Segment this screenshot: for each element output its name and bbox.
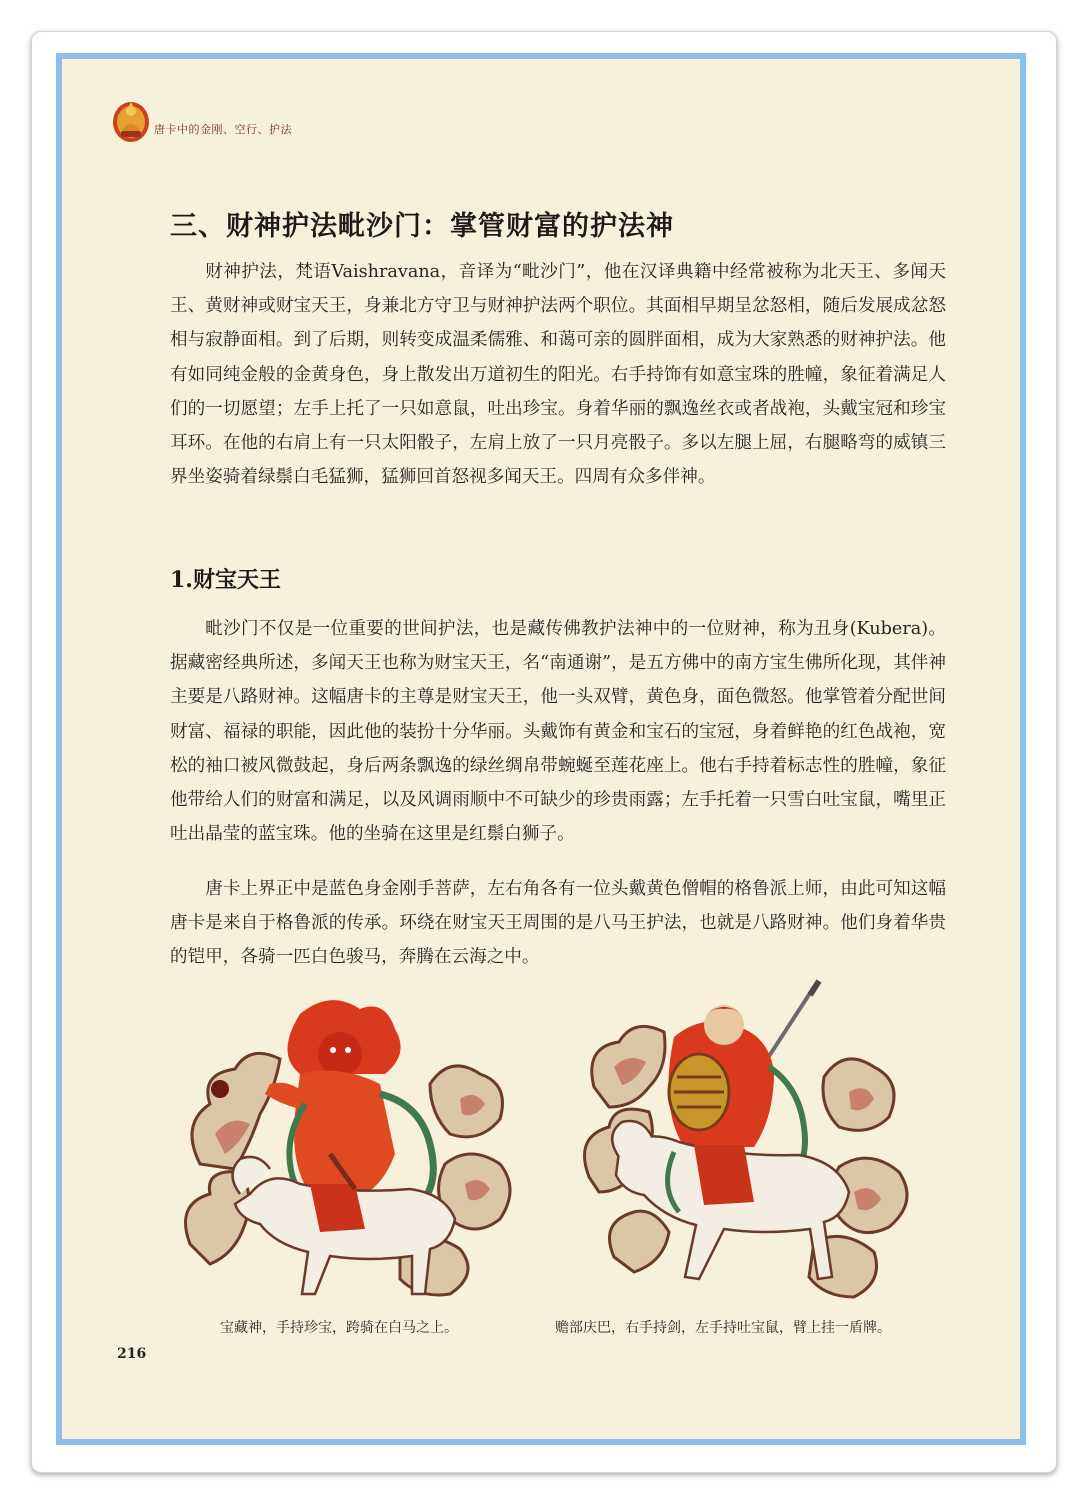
buddha-emblem-icon: [112, 97, 150, 143]
treasure-deity-illustration: [180, 994, 520, 1304]
running-header: [112, 97, 292, 143]
subsection-paragraph-2: 唐卡上界正中是蓝色身金刚手菩萨，左右角各有一位头戴黄色僧帽的格鲁派上师，由此可知这幅唐卡是来自于格鲁派的传承。环绕在财宝天王周围的是八马王护法，也就是八路财神。他们身着华贵的铠甲，各骑一匹白色骏马，奔腾在云海之中。: [170, 879, 946, 968]
sword-deity-illustration: [574, 977, 919, 1307]
figure-caption-right: 赡部庆巴，右手持剑，左手持吐宝鼠，臂上挂一盾牌。: [555, 1320, 891, 1336]
section-paragraph-1: 财神护法，梵语Vaishravana，音译为“毗沙门”，他在汉译典籍中经常被称为北天王、多闻天王、黄财神或财宝天王，身兼北方守卫与财神护法两个职位。其面相早期呈忿怒相，随后发展成忿怒相与寂静面相。到了后期，则转变成温柔儒雅、和蔼可亲的圆胖面相，成为大家熟悉的财神护法。他有如同纯金般的金黄身色，身上散发出万道初生的阳光。右手持饰有如意宝珠的胜幢，象征着满足人们的一切愿望；左手上托了一只如意鼠，吐出珍宝。身着华丽的飘逸丝衣或者战袍，头戴宝冠和珍宝耳环。在他的右肩上有一只太阳骰子，左肩上放了一只月亮骰子。多以左腿上屈，右腿略弯的威镇三界坐姿骑着绿鬃白毛猛狮，猛狮回首怒视多闻天王。四周有众多伴神。: [170, 262, 946, 488]
section-title: 三、财神护法毗沙门：掌管财富的护法神: [170, 211, 674, 242]
book-page: [62, 59, 1020, 1439]
subsection-paragraph-1: 毗沙门不仅是一位重要的世间护法，也是藏传佛教护法神中的一位财神，称为丑身(Kubera)。据藏密经典所述，多闻天王也称为财宝天王，名“南通谢”，是五方佛中的南方宝生佛所化现，其伴神主要是八路财神。这幅唐卡的主尊是财宝天王，他一头双臂，黄色身，面色微怒。他掌管着分配世间财富、福禄的职能，因此他的装扮十分华丽。头戴饰有黄金和宝石的宝冠，身着鲜艳的红色战袍，宽松的袖口被风微鼓起，身后两条飘逸的绿丝绸帛带蜿蜒至莲花座上。他右手持着标志性的胜幢，象征他带给人们的财富和满足，以及风调雨顺中不可缺少的珍贵雨露；左手托着一只雪白吐宝鼠，嘴里正吐出晶莹的蓝宝珠。他的坐骑在这里是红鬃白狮子。: [170, 619, 946, 845]
running-title: 唐卡中的金刚、空行、护法: [154, 123, 292, 136]
page-number: 216: [117, 1346, 147, 1362]
figure-caption-left: 宝藏神，手持珍宝，跨骑在白马之上。: [220, 1320, 458, 1336]
subsection-title: 1.财宝天王: [170, 567, 281, 593]
